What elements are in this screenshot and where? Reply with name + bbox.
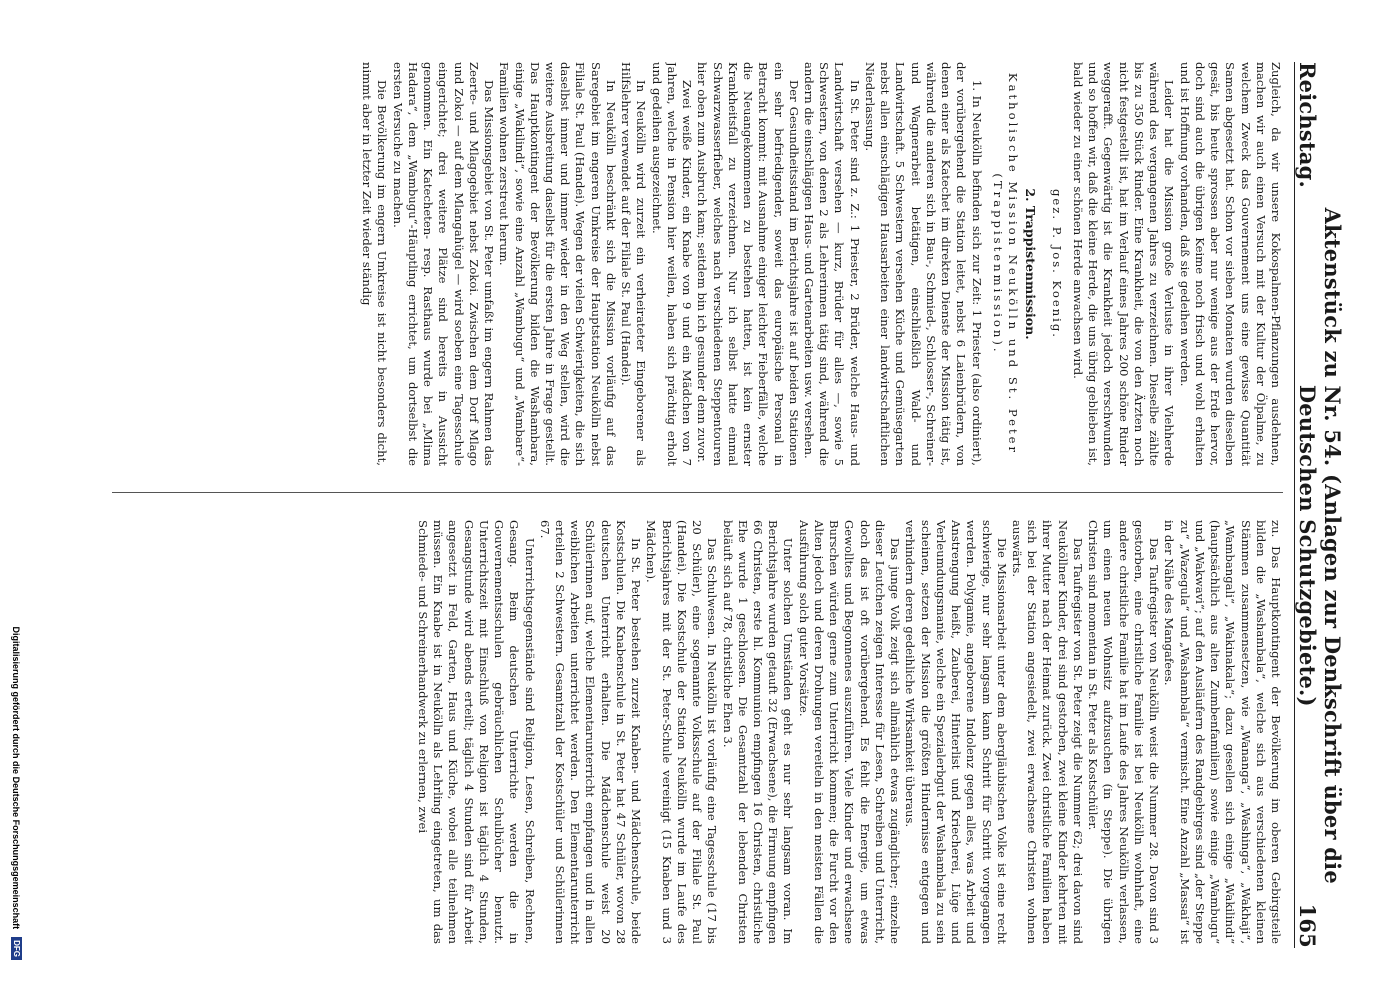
- left-column: [112, 62, 1283, 466]
- page-number: 165: [1295, 903, 1320, 948]
- signature: gez. P. Jos. Koenig.: [1049, 188, 1064, 339]
- paragraph: Der Gesundheitsstand im Berichtsjahre ist auf beiden Stationen ein sehr befriedigender, soweit das europäische Personal in Betracht kommt: mit Ausnahme einiger leichter Fieberfälle, welche die Neuangekommenen zu bestehen hatten, ist kein ernster Krankheitsfall zu verzeichnen. Nur ich selbst hatte einmal Schwarzwasserfieber, welches nach verschiedenen Steppentouren hier oben zum Ausbruch kam; seitdem bin ich gesunder denn zuvor.: [695, 62, 801, 466]
- paragraph: Das Taufregister von St. Peter zeigt die Nummer 62; drei davon sind Neuköllner Kinder, drei sind gestorben, zwei kleine Kinder kehrten mit ihrer Mutter nach der Heimat zurück. Zwei christliche Familien haben sich bei der Station angesiedelt, zwei erwachsene Christen wohnen auswärts.: [1010, 520, 1085, 944]
- column-divider: [112, 492, 1283, 493]
- digitization-footer: [11, 60, 22, 960]
- paragraph: Zwei weiße Kinder, ein Knabe von 9 und ein Mädchen von 7 Jahren, welche in Pension hier weilen, haben sich prächtig erholt und gedeihen ausgezeichnet.: [649, 62, 695, 466]
- paragraph: Das Taufregister von Neukölln weist die Nummer 28. Davon sind 3 gestorben, eine christliche Familie ist bei Neukölln wohnhaft, eine andere christliche Familie hat im Laufe des Jahres Neukölln verlassen, um einen neuen Wohnsitz aufzusuchen (in Steppe). Die übrigen Christen sind momentan in St. Peter als Kostschüler.: [1086, 520, 1162, 944]
- paragraph: In Neukölln wird zurzeit ein verheirateter Eingeborener als Hilfslehrer verwendet auf der Filiale St. Paul (Handei).: [619, 62, 649, 466]
- section-subtitle: Katholische Mission Neukölln und St. Peter (Trappistenmission).: [990, 72, 1021, 456]
- right-column: [112, 520, 1283, 944]
- section-title: 2. Trappistenmission.: [1023, 188, 1039, 340]
- header-title: Aktenstück zu Nr. 54. (Anlagen zur Denkschrift über die Deutschen Schutzgebiete.): [1295, 207, 1345, 884]
- footer-text: Digitalisierung gefördert durch die Deutsche Forschungsgemeinschaft: [11, 626, 22, 930]
- paragraph: Unterrichtsgegenstände sind Religion, Lesen, Schreiben, Rechnen, Gesang. Beim deutschen Unterrichte werden die in Gouvernementsschulen gebräuchlichen Schulbücher benutzt. Unterrichtszeit mit Einschluß von Religion ist täglich 4 Stunden, Gesangstunde wird abends erteilt; täglich 4 Stunden sind für Arbeit angesetzt in Feld, Garten, Haus und Küche, wobei alle teilnehmen müssen. Ein Knabe ist in Neukölln als Lehrling eingetreten, um das Schmiede- und Schreinerhandwerk zu erlernen, zwei: [415, 520, 537, 944]
- paragraph: Unter solchen Umständen geht es nur sehr langsam voran. Im Berichtsjahre wurden getauft 32 (Erwachsene), die Firmung empfingen 66 Christen, erste hl. Kommunion empfingen 16 Christen, christliche Ehe wurde 1 geschlossen. Die Gesamtzahl der lebenden Christen beläuft sich auf 78, christliche Ehen 3.: [720, 520, 796, 944]
- paragraph: In St. Peter sind z. Z.: 1 Priester, 2 Brüder, welche Haus- und Landwirtschaft versehen — kurz, Brüder für alles —, sowie 5 Schwestern, von denen 2 als Lehrerinnen tätig sind, während die andern die einschlägigen Haus- und Gartenarbeiten usw. versehen.: [802, 62, 862, 466]
- paragraph: Das Schulwesen. In Neukölln ist vorläufig eine Tagesschule (17 bis 20 Schüler), eine sogenannte Volksschule auf der Filiale St. Paul (Handei). Die Kostschule der Station Neukölln wurde im Laufe des Berichtsjahres mit der St. Peter-Schule vereinigt (15 Knaben und 3 Mädchen).: [644, 520, 720, 944]
- paragraph: zu. Das Hauptkontingent der Bevölkerung im oberen Gebirgsteile bilden die „Washambala“, welche sich aus verschiedenen kleinen Stämmen zusammensetzen, wie „Wananga“, „Washinga“, „Wakhaji“, „Wambangali“, „Wakinakala“; dazu gesellen sich einige „Wakilindi“ (hauptsächlich aus alten Zumbenfamilien) sowie einige „Wambugu“ und „Wakwavi“; auf den Ausläufern des Randgebirges sind „der Steppe zu“ „Wazegula“ und „Washambala“ vermischt. Eine Anzahl „Massai“ ist in der Nähe des Mangafees.: [1162, 520, 1283, 944]
- paragraph: Das junge Volk zeigt sich allmählich etwas zugänglicher; einzelne dieser Leutchen zeigen Interesse für Lesen, Schreiben und Unterricht, doch das ist oft vorübergehend. Es fehlt die Energie, um etwas Gewolltes und Begonnenes auszuführen. Viele Kinder und erwachsene Burschen würden gerne zum Unterricht kommen; die Furcht vor den Alten jedoch und deren Drohungen vereiteln in den meisten Fällen die Ausführung solch guter Vorsätze.: [796, 520, 903, 944]
- paragraph: Leider hat die Mission große Verluste in ihrer Viehherde während des vergangenen Jahres zu verzeichnen. Dieselbe zählte bis zu 350 Stück Rinder. Eine Krankheit, die von den Ärzten noch nicht festgestellt ist, hat im Verlauf eines Jahres 200 schöne Rinder weggerafft. Gegenwärtig ist die Krankheit jedoch verschwunden und so hoffen wir, daß die kleine Herde, die uns übrig geblieben ist, bald wieder zu einer schönen Herde anwachsen wird.: [1070, 62, 1177, 466]
- header-left: Reichstag.: [1295, 62, 1320, 188]
- paragraph: Das Missionsgebiet von St. Peter umfaßt im engern Rahmen das Zeerte- und Mlagogebiet nebst Zokoi. Zwischen dem Dorf Mlago und Zokoi — auf dem Mlangahügel — wird soeben eine Tagesschule eingerichtet; drei weitere Plätze sind bereits in Aussicht genommen. Ein Katecheten- resp. Rasthaus wurde bei „Mlima Hadara“, dem „Wambugu“-Häuptling errichtet, um dortselbst die ersten Versuche zu machen.: [390, 62, 497, 466]
- paragraph: In St. Peter bestehen zurzeit Knaben- und Mädchenschule, beide Kostschulen. Die Knabenschule in St. Peter hat 47 Schüler, wovon 28 deutschen Unterricht erhalten. Die Mädchenschule weist 20 Schülerinnen auf, welche Elementarunterricht empfangen und in allen weiblichen Arbeiten unterrichtet werden. Den Elementarunterricht erteilen 2 Schwestern. Gesamtzahl der Kostschüler und Schülerinnen 67.: [537, 520, 644, 944]
- paragraph: 1. In Neukölln befinden sich zur Zeit: 1 Priester (also ordiniert), der vorübergehend die Station leitet, nebst 6 Laienbrüdern, von denen einer als Katechet im direkten Dienste der Mission tätig ist, während die anderen sich in Bau-, Schmied-, Schlosser-, Schreiner- und Wagnerarbeit betätigen, einschließlich Wald- und Landwirtschaft. 5 Schwestern versehen Küche und Gemüsegarten nebst allen einschlägigen Hausarbeiten einer landwirtschaftlichen Niederlassung.: [862, 62, 984, 466]
- paragraph: Die Missionsarbeit unter dem abergläubischen Volke ist eine recht schwierige, nur sehr langsam kann Schritt für Schritt vorgegangen werden. Polygamie, angeborene Indolenz gegen alles, was Arbeit und Anstrengung heißt, Zauberei, Hinterlist und Kriecherei, Lüge und Verleumdungsmanie, welche ein Spezialerbgut der Washambala zu sein scheinen, setzen der Mission die größten Hindernisse entgegen und verhindern deren gedeihliche Wirksamkeit überaus.: [903, 520, 1009, 944]
- paragraph: In Neukölln beschränkt sich die Mission vorläufig auf das Saregebiet im engeren Umkreise der Hauptstation Neukölln nebst Filiale St. Paul (Handei). Wegen der vielen Schwierigkeiten, die sich daselbst immer und immer wieder in den Weg stellen, wird die weitere Ausbreitung daselbst für die ersten Jahre in Frage gestellt. Das Hauptkontingent der Bevölkerung bilden die Washambara, einige „Wakilindi“, sowie eine Anzahl „Wambugu“ und „Wambare“-Familien wohnen zerstreut herum.: [497, 62, 618, 466]
- paragraph: Die Bevölkerung im engern Umkreise ist nicht besonders dicht, nimmt aber in letzter Zeit wieder ständig: [360, 62, 390, 466]
- paragraph: Zugleich, da wir unsere Kokospalmen-Pflanzungen ausdehnen, machen wir auch einen Versuch mit der Kultur der Ölpalme, zu welchem Zweck das Gouvernement uns eine gewisse Quantität Samen abgesetzt hat. Schon vor sieben Monaten wurden dieselben gesät, bis heute sprossen aber nur wenige aus der Erde hervor, doch sind auch die übrigen Keime noch frisch und wohl erhalten und ist Hoffnung vorhanden, daß sie gedeihen werden.: [1177, 62, 1283, 466]
- dfg-logo: DFG: [11, 937, 22, 960]
- page-header: [1294, 62, 1345, 948]
